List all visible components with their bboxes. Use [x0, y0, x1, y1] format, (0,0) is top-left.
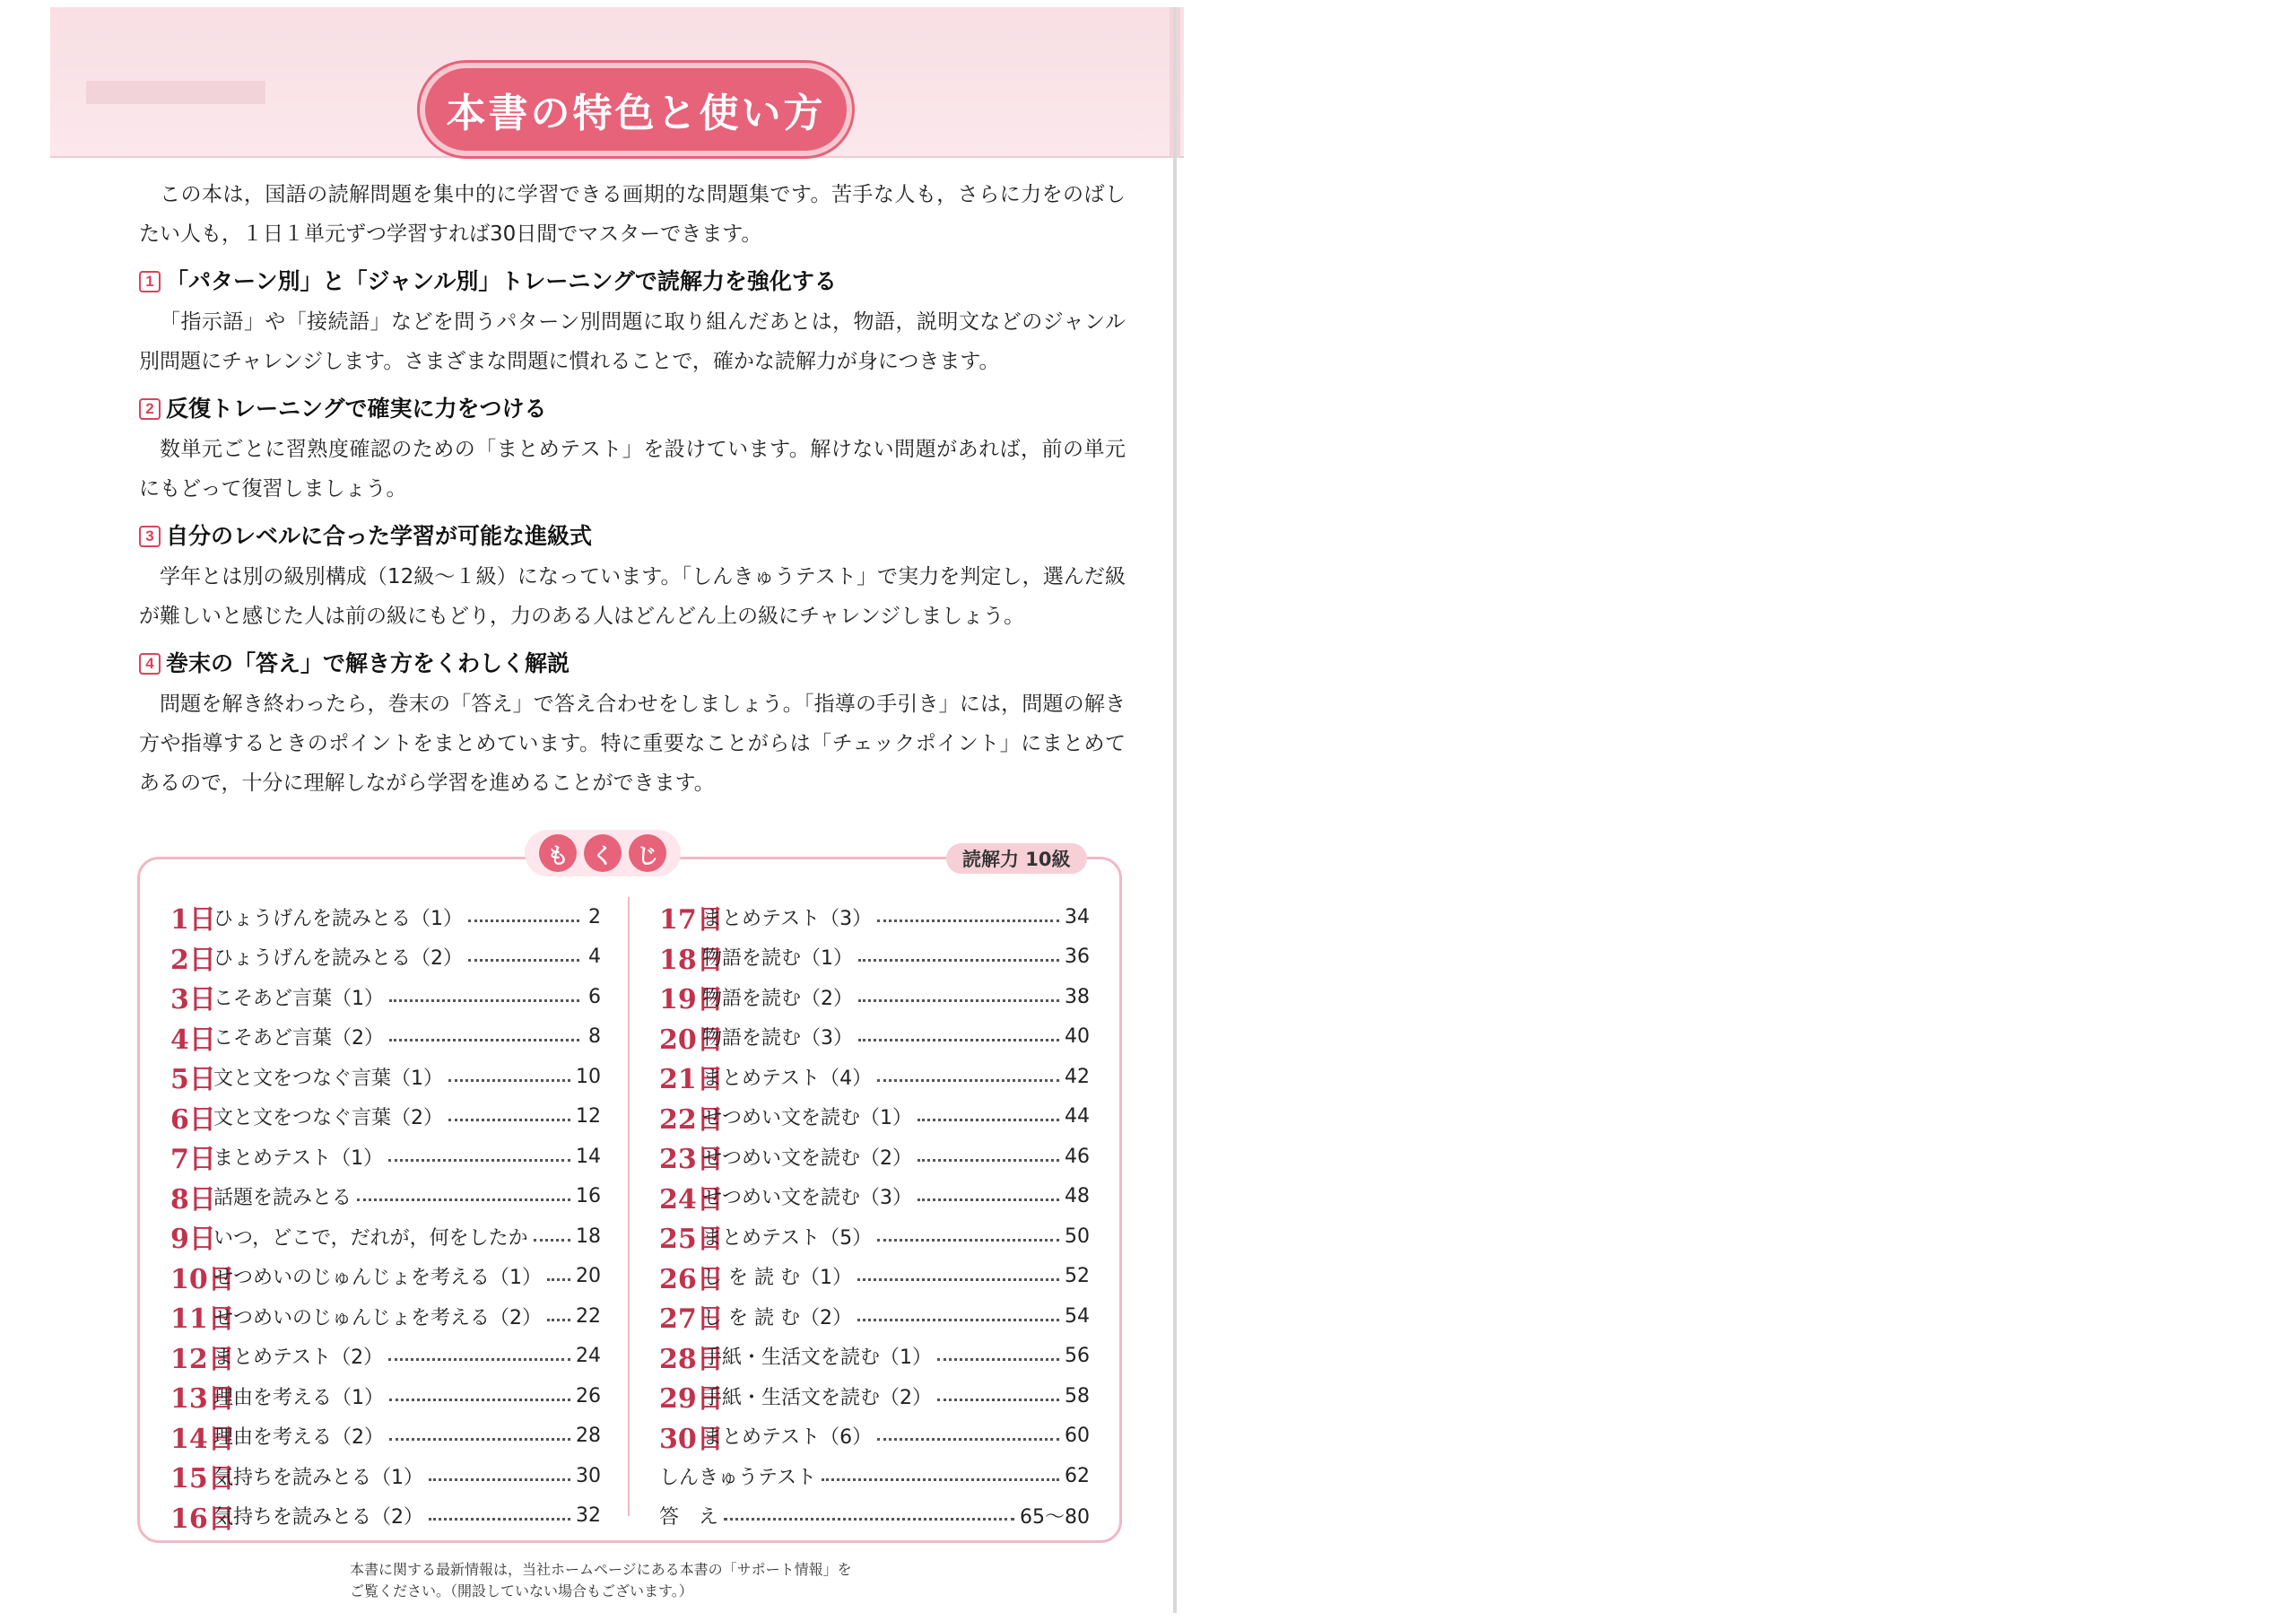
toc-item-day: 9日 — [170, 1224, 216, 1256]
toc-leader-dots — [448, 1079, 570, 1082]
toc-leader-dots — [857, 1319, 1059, 1321]
section-title: 反復トレーニングで確実に力をつける — [166, 396, 547, 422]
section-number: 4 — [139, 653, 161, 675]
toc-leader-dots — [547, 1278, 570, 1281]
toc-leader-dots — [918, 1119, 1059, 1121]
toc-item-page: 24 — [576, 1345, 601, 1368]
footer-line-2: ご覧ください。（開設していない場合もございます。） — [350, 1582, 693, 1599]
toc-item-label: 物語を読む（1） — [702, 947, 853, 971]
toc-item — [659, 1177, 1090, 1217]
section-title: 「パターン別」と「ジャンル別」トレーニングで読解力を強化する — [166, 268, 837, 294]
toc-item-day: 10日 — [170, 1263, 235, 1295]
toc-item-label: ひょうげんを読みとる（2） — [213, 947, 463, 971]
toc-item — [659, 1257, 1090, 1297]
toc-item — [659, 937, 1090, 978]
toc-item-label: し を 読 む（2） — [702, 1306, 852, 1329]
toc-item-label: し を 読 む（1） — [702, 1267, 852, 1290]
toc-item — [170, 1057, 601, 1097]
toc-item — [659, 1376, 1090, 1416]
section-heading — [139, 516, 1126, 557]
toc-leader-dots — [724, 1518, 1014, 1521]
toc-leader-dots — [388, 1159, 570, 1162]
toc-item-page: 46 — [1065, 1145, 1090, 1168]
toc-leader-dots — [468, 959, 579, 962]
section-heading — [139, 643, 1126, 684]
toc-item-label: せつめい文を読む（3） — [702, 1187, 912, 1210]
header-stripe — [86, 81, 265, 104]
toc-item-label: まとめテスト（3） — [702, 907, 873, 930]
toc-leader-dots — [389, 1399, 570, 1401]
toc-item — [659, 1496, 1090, 1537]
toc-item-day: 2日 — [170, 944, 216, 976]
toc-item — [170, 1496, 601, 1537]
toc-item-label: 気持ちを読みとる（2） — [213, 1506, 423, 1529]
toc-item — [170, 1137, 601, 1177]
feature-section-1 — [139, 261, 1126, 381]
toc-tab-ji: じ — [629, 834, 666, 872]
section-number: 1 — [139, 271, 161, 292]
toc-item-page: 28 — [576, 1425, 601, 1448]
toc-item-day: 5日 — [170, 1064, 216, 1096]
toc-item — [659, 1216, 1090, 1257]
toc-item-day: 12日 — [170, 1343, 235, 1375]
toc-item-day: 20日 — [659, 1024, 724, 1056]
main-content — [139, 175, 1126, 803]
toc-item-day: 8日 — [170, 1183, 216, 1216]
toc-item-day: 16日 — [170, 1503, 235, 1535]
toc-item-label: まとめテスト（2） — [213, 1346, 384, 1370]
toc-item-day: 19日 — [659, 984, 724, 1016]
toc-item-page: 44 — [1065, 1105, 1090, 1129]
toc-item-day: 26日 — [659, 1263, 724, 1295]
toc-left-column — [170, 897, 601, 1536]
footer-note — [350, 1559, 978, 1602]
toc-item-label: こそあど言葉（1） — [213, 987, 384, 1010]
toc-item-day: 7日 — [170, 1144, 216, 1176]
toc-item-label: まとめテスト（1） — [213, 1146, 384, 1170]
toc-item-label: まとめテスト（4） — [702, 1067, 873, 1090]
toc-item-day: 28日 — [659, 1343, 724, 1375]
toc-item-label: 理由を考える（1） — [213, 1386, 384, 1409]
toc-leader-dots — [877, 1079, 1059, 1082]
toc-leader-dots — [937, 1399, 1059, 1401]
toc-item-page: 2 — [588, 905, 601, 928]
toc-item-day: 17日 — [659, 904, 724, 937]
toc-item-page: 12 — [576, 1105, 601, 1129]
toc-title-tabs — [525, 830, 681, 876]
toc-item — [170, 1017, 601, 1058]
toc-item — [170, 1177, 601, 1217]
toc-item-page: 54 — [1065, 1304, 1090, 1328]
toc-item-label: 話題を読みとる — [213, 1187, 352, 1210]
toc-item-page: 36 — [1065, 946, 1090, 969]
toc-item-page: 58 — [1065, 1384, 1090, 1407]
section-body: 「指示語」や「接続語」などを問うパターン別問題に取り組んだあとは，物語，説明文などのジャンル別問題にチャレンジします。さまざまな問題に慣れることで，確かな読解力が身につきます。 — [139, 310, 1126, 373]
toc-item-label: せつめいのじゅんじょを考える（1） — [213, 1267, 542, 1290]
section-body: 数単元ごとに習熟度確認のための「まとめテスト」を設けています。解けない問題があれば，前の単元にもどって復習しましょう。 — [139, 438, 1126, 501]
toc-leader-dots — [858, 999, 1059, 1002]
page-edge — [1173, 7, 1177, 1613]
toc-item-page: 38 — [1065, 985, 1090, 1008]
toc-item-label: 答 え — [659, 1506, 719, 1529]
toc-item-page: 18 — [576, 1224, 601, 1248]
toc-item-page: 14 — [576, 1145, 601, 1168]
toc-leader-dots — [877, 919, 1059, 922]
section-number: 2 — [139, 398, 161, 420]
toc-leader-dots — [877, 1239, 1059, 1242]
page-title: 本書の特色と使い方 — [446, 91, 826, 136]
toc-item-label: せつめいのじゅんじょを考える（2） — [213, 1306, 542, 1329]
toc-leader-dots — [468, 919, 579, 922]
toc-item-label: こそあど言葉（2） — [213, 1027, 384, 1050]
section-heading — [139, 261, 1126, 302]
toc-item-page: 32 — [576, 1504, 601, 1528]
toc-leader-dots — [388, 1358, 570, 1361]
toc-item-day: 14日 — [170, 1423, 235, 1455]
toc-item — [659, 977, 1090, 1017]
section-title: 巻末の「答え」で解き方をくわしく解説 — [166, 650, 570, 676]
toc-item-label: 文と文をつなぐ言葉（2） — [213, 1107, 443, 1130]
toc-item-label: 手紙・生活文を読む（1） — [702, 1346, 932, 1370]
toc-leader-dots — [547, 1319, 570, 1321]
toc-item-page: 42 — [1065, 1065, 1090, 1088]
toc-item-day: 15日 — [170, 1463, 235, 1495]
toc-item-label: しんきゅうテスト — [659, 1466, 817, 1489]
toc-leader-dots — [429, 1478, 570, 1481]
toc-item-day: 25日 — [659, 1224, 724, 1256]
toc-leader-dots — [822, 1478, 1059, 1481]
toc-item-day: 21日 — [659, 1064, 724, 1096]
toc-item-label: せつめい文を読む（2） — [702, 1146, 912, 1170]
section-title: 自分のレベルに合った学習が可能な進級式 — [166, 523, 593, 549]
toc-item-page: 52 — [1065, 1265, 1090, 1288]
toc-leader-dots — [389, 999, 579, 1002]
toc-item-label: せつめい文を読む（1） — [702, 1107, 912, 1130]
toc-leader-dots — [357, 1198, 570, 1201]
toc-item — [659, 1416, 1090, 1457]
toc-leader-dots — [858, 1039, 1059, 1041]
toc-item-day: 11日 — [170, 1303, 235, 1336]
toc-item-page: 20 — [576, 1265, 601, 1288]
toc-item-day: 1日 — [170, 904, 216, 937]
toc-item-label: 物語を読む（2） — [702, 987, 853, 1010]
toc-item — [170, 897, 601, 937]
section-body: 学年とは別の級別構成（12級～１級）になっています。「しんきゅうテスト」で実力を判定し，選んだ級が難しいと感じた人は前の級にもどり，力のある人はどんどん上の級にチャレンジしましょう。 — [139, 565, 1126, 628]
toc-item-day: 27日 — [659, 1303, 724, 1336]
toc-item-page: 8 — [588, 1025, 601, 1049]
section-heading — [139, 388, 1126, 430]
toc-item-page: 4 — [588, 946, 601, 969]
toc-item-day: 23日 — [659, 1144, 724, 1176]
toc-item — [659, 1456, 1090, 1496]
toc-leader-dots — [937, 1358, 1059, 1361]
toc-item-page: 56 — [1065, 1345, 1090, 1368]
toc-item-page: 40 — [1065, 1025, 1090, 1049]
toc-item-page: 60 — [1065, 1425, 1090, 1448]
toc-item-day: 29日 — [659, 1383, 724, 1416]
toc-item-day: 4日 — [170, 1024, 216, 1056]
toc-item-page: 26 — [576, 1384, 601, 1407]
toc-item-label: 気持ちを読みとる（1） — [213, 1466, 423, 1489]
toc-leader-dots — [857, 1278, 1059, 1281]
toc-item — [659, 897, 1090, 937]
toc-item — [170, 1337, 601, 1377]
toc-item-day: 3日 — [170, 984, 216, 1016]
toc-item — [659, 1337, 1090, 1377]
feature-section-2 — [139, 388, 1126, 509]
toc-leader-dots — [534, 1239, 570, 1242]
feature-section-3 — [139, 516, 1126, 636]
section-number: 3 — [139, 526, 161, 547]
toc-item-page: 22 — [576, 1304, 601, 1328]
toc-item-label: 物語を読む（3） — [702, 1027, 853, 1050]
toc-leader-dots — [429, 1518, 570, 1521]
toc-right-column — [659, 897, 1090, 1536]
toc-item-label: ひょうげんを読みとる（1） — [213, 907, 463, 930]
toc-item — [170, 937, 601, 978]
toc-tab-ku: く — [584, 834, 622, 872]
toc-leader-dots — [918, 1198, 1059, 1201]
toc-leader-dots — [389, 1438, 570, 1441]
intro-paragraph: この本は，国語の読解問題を集中的に学習できる画期的な問題集です。苦手な人も，さらに力をのばしたい人も，１日１単元ずつ学習すれば30日間でマスターできます。 — [139, 183, 1126, 246]
toc-item — [170, 1376, 601, 1416]
toc-item — [659, 1137, 1090, 1177]
toc-item-page: 30 — [576, 1464, 601, 1487]
toc-item-day: 6日 — [170, 1103, 216, 1136]
toc-item-day: 30日 — [659, 1423, 724, 1455]
toc-item-page: 65～80 — [1020, 1506, 1090, 1529]
toc-leader-dots — [877, 1438, 1059, 1441]
toc-item-page: 48 — [1065, 1185, 1090, 1208]
section-body: 問題を解き終わったら，巻末の「答え」で答え合わせをしましょう。「指導の手引き」には，問題の解き方や指導するときのポイントをまとめています。特に重要なことがらは「チェックポイント」にまとめてあるので，十分に理解しながら学習を進めることができます。 — [139, 693, 1126, 795]
toc-leader-dots — [448, 1119, 570, 1121]
feature-section-4 — [139, 643, 1126, 803]
toc-leader-dots — [918, 1159, 1059, 1162]
toc-item-page: 6 — [588, 985, 601, 1008]
toc-item — [170, 1216, 601, 1257]
toc-leader-dots — [858, 959, 1059, 962]
toc-item — [659, 1017, 1090, 1058]
toc-item-page: 50 — [1065, 1224, 1090, 1248]
toc-tab-mo: も — [539, 834, 577, 872]
toc-item-page: 62 — [1065, 1464, 1090, 1487]
footer-line-1: 本書に関する最新情報は，当社ホームページにある本書の「サポート情報」を — [350, 1561, 852, 1578]
toc-item — [659, 1097, 1090, 1137]
toc-item — [170, 1296, 601, 1337]
toc-item-page: 10 — [576, 1065, 601, 1088]
toc-item-label: まとめテスト（6） — [702, 1426, 873, 1450]
toc-item-day: 18日 — [659, 944, 724, 976]
toc-item-label: 手紙・生活文を読む（2） — [702, 1386, 932, 1409]
toc-item-page: 34 — [1065, 905, 1090, 928]
toc-item-label: 理由を考える（2） — [213, 1426, 384, 1450]
title-banner — [425, 68, 847, 151]
toc-item — [170, 1416, 601, 1457]
toc-item — [659, 1057, 1090, 1097]
toc-item-day: 24日 — [659, 1183, 724, 1216]
toc-leader-dots — [389, 1039, 579, 1041]
toc-item-page: 16 — [576, 1185, 601, 1208]
toc-item-label: まとめテスト（5） — [702, 1226, 873, 1250]
toc-item — [170, 977, 601, 1017]
level-badge: 読解力 10級 — [946, 843, 1087, 874]
toc-item — [170, 1097, 601, 1137]
toc-item — [170, 1257, 601, 1297]
toc-item — [659, 1296, 1090, 1337]
toc-item-label: いつ，どこで，だれが，何をしたか — [213, 1226, 528, 1250]
toc-item-day: 13日 — [170, 1383, 235, 1416]
toc-divider — [628, 897, 630, 1516]
toc-item — [170, 1456, 601, 1496]
toc-item-label: 文と文をつなぐ言葉（1） — [213, 1067, 443, 1090]
toc-item-day: 22日 — [659, 1103, 724, 1136]
